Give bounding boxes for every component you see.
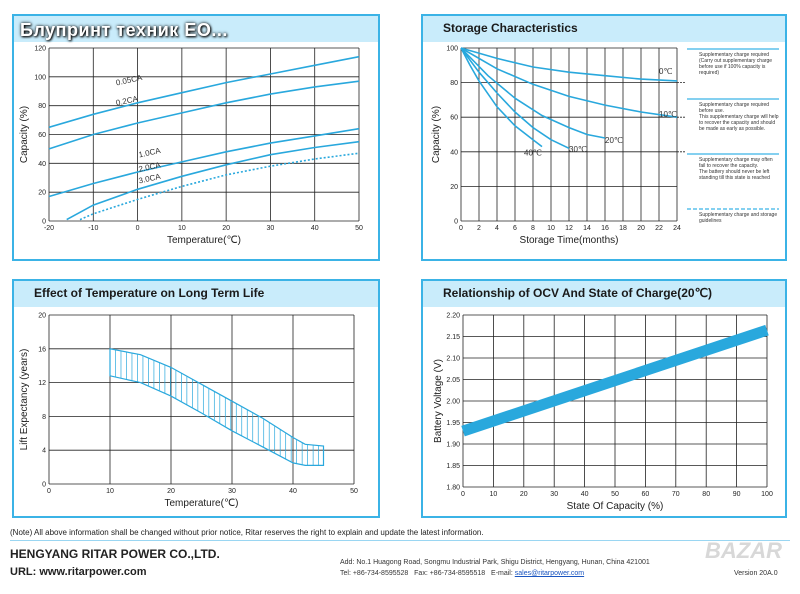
series-label: 10℃ — [659, 110, 677, 120]
y-tick-label: 1.95 — [446, 420, 460, 427]
series-line — [49, 57, 359, 128]
capacity-temperature-chart — [14, 16, 378, 259]
watermark-logo: BAZAR — [705, 538, 782, 563]
company-address: Add: No.1 Huagong Road, Songmu Industrial Park, Shigu District, Hengyang, Hunan, China 421001 — [340, 559, 650, 566]
x-tick-label: 10 — [177, 225, 186, 232]
long-term-life-chart — [14, 281, 378, 516]
x-tick-label: 0 — [47, 488, 51, 495]
x-tick-label: -10 — [88, 225, 99, 232]
x-tick-label: 30 — [550, 491, 559, 498]
y-tick-label: 8 — [42, 413, 46, 421]
annotation-text: The battery should never be left — [699, 169, 770, 175]
y-tick-label: 2.20 — [446, 312, 460, 320]
x-tick-label: 10 — [547, 225, 555, 232]
y-tick-label: 100 — [34, 74, 46, 82]
y-tick-label: 2.15 — [446, 334, 460, 341]
storage-characteristics-chart — [423, 16, 785, 259]
y-tick-label: 0 — [454, 218, 458, 226]
y-tick-label: 2.10 — [446, 355, 460, 363]
x-tick-label: 40 — [580, 491, 589, 498]
x-axis-label: State Of Capacity (%) — [566, 501, 664, 512]
series-label: 20℃ — [605, 136, 623, 146]
x-tick-label: 50 — [611, 491, 619, 498]
x-tick-label: 10 — [489, 491, 498, 498]
annotation-text: Supplementary charge and storage — [699, 212, 778, 218]
x-tick-label: 40 — [310, 225, 319, 232]
annotation-text: Supplementary charge required — [699, 52, 770, 58]
y-tick-label: 1.90 — [446, 441, 460, 449]
y-tick-label: 40 — [450, 149, 458, 157]
ocv-soc-chart — [423, 281, 785, 516]
series-line — [49, 129, 359, 197]
y-tick-label: 1.80 — [446, 484, 460, 492]
y-tick-label: 40 — [38, 160, 46, 168]
x-tick-label: 40 — [289, 488, 297, 495]
x-tick-label: 20 — [519, 491, 528, 498]
x-tick-label: 30 — [266, 225, 275, 232]
y-tick-label: 2.00 — [446, 398, 460, 406]
x-tick-label: 30 — [228, 488, 236, 495]
series-label: 2.0CA — [137, 160, 162, 174]
y-axis-label: Battery Voltage (V) — [433, 359, 444, 443]
x-tick-label: 100 — [761, 491, 773, 498]
footer-note: (Note) All above information shall be changed without prior notice, Ritar reserves the right to explain and update the latest information. — [10, 528, 484, 537]
x-tick-label: 90 — [732, 491, 741, 498]
y-tick-label: 120 — [34, 45, 46, 53]
series-label: 40℃ — [524, 148, 542, 158]
series-line — [49, 81, 359, 149]
footer-divider — [10, 540, 790, 541]
x-tick-label: 22 — [655, 225, 663, 232]
panel-title: Relationship of OCV And State of Charge(20℃) — [443, 286, 713, 300]
x-tick-label: 6 — [513, 225, 517, 232]
y-tick-label: 20 — [38, 312, 46, 320]
y-tick-label: 60 — [38, 132, 46, 139]
y-tick-label: 100 — [446, 45, 458, 53]
email-link[interactable]: sales@ritarpower.com — [514, 570, 585, 577]
x-tick-label: 14 — [583, 225, 591, 232]
y-axis-label: Lift Expectancy (years) — [19, 348, 30, 451]
y-tick-label: 60 — [450, 114, 458, 122]
y-tick-label: 0 — [42, 481, 46, 489]
y-tick-label: 80 — [450, 80, 458, 88]
annotation-text: standing till this state is reached — [699, 175, 770, 181]
overlay-title: Блупринт техник ЕО... — [20, 20, 228, 40]
y-tick-label: 12 — [38, 380, 46, 388]
x-tick-label: 24 — [673, 225, 681, 232]
capacity-temperature-panel — [12, 14, 380, 261]
panel-title: Effect of Temperature on Long Term Life — [34, 286, 265, 300]
x-tick-label: 0 — [459, 225, 463, 232]
company-name: HENGYANG RITAR POWER CO.,LTD. — [10, 547, 220, 561]
y-tick-label: 0 — [42, 218, 46, 226]
series-label: 1.0CA — [137, 146, 162, 160]
y-tick-label: 16 — [38, 346, 46, 354]
annotation-text: before use if 100% capacity is — [699, 64, 766, 70]
series-label: 30℃ — [569, 144, 587, 154]
x-tick-label: 50 — [355, 225, 363, 232]
x-tick-label: 12 — [565, 225, 573, 232]
series-label: 0.2CA — [115, 94, 139, 108]
annotation-text: Supplementary charge may often — [699, 157, 773, 163]
x-tick-label: 18 — [619, 225, 627, 232]
company-url[interactable]: URL: www.ritarpower.com — [10, 566, 147, 578]
x-tick-label: 8 — [531, 225, 535, 232]
x-tick-label: 2 — [477, 225, 481, 232]
annotation-text: to recover the capacity and should — [699, 120, 776, 126]
y-tick-label: 20 — [38, 189, 46, 197]
x-axis-label: Storage Time(months) — [519, 235, 619, 246]
x-tick-label: -20 — [43, 225, 55, 232]
annotation-text: fail to recover the capacity. — [699, 163, 759, 169]
y-tick-label: 80 — [38, 103, 46, 111]
y-axis-label: Capacity (%) — [431, 105, 442, 164]
y-axis-label: Capacity (%) — [19, 105, 30, 164]
x-tick-label: 80 — [702, 491, 711, 498]
y-tick-label: 20 — [450, 183, 458, 191]
x-tick-label: 0 — [135, 225, 140, 232]
x-tick-label: 0 — [461, 491, 465, 498]
version-label: Version 20A.0 — [734, 570, 778, 577]
annotation-text: guidelines — [699, 218, 722, 224]
x-axis-label: Temperature(℃) — [164, 498, 239, 509]
x-tick-label: 20 — [222, 225, 231, 232]
annotation-text: be made as early as possible. — [699, 126, 766, 132]
x-tick-label: 50 — [350, 488, 358, 495]
series-label: 0.05CA — [115, 73, 144, 88]
x-tick-label: 16 — [601, 225, 609, 232]
long-term-life-panel — [12, 279, 380, 518]
x-tick-label: 10 — [106, 488, 114, 495]
annotation-text: (Carry out supplementary charge — [699, 58, 773, 64]
series-label: 3.0CA — [137, 171, 162, 186]
y-tick-label: 2.05 — [446, 377, 460, 384]
x-axis-label: Temperature(℃) — [166, 235, 242, 246]
y-tick-label: 4 — [42, 447, 46, 455]
email-label: E-mail: — [491, 570, 513, 577]
annotation-text: Supplementary charge required — [699, 102, 770, 108]
x-tick-label: 60 — [641, 491, 650, 498]
annotation-text: before use. — [699, 108, 725, 114]
annotation-text: This supplementary charge will help — [699, 114, 779, 120]
annotation-text: required) — [699, 70, 720, 76]
ocv-soc-panel — [421, 279, 787, 518]
x-tick-label: 70 — [671, 491, 680, 498]
x-tick-label: 4 — [495, 225, 499, 232]
series-label: 0℃ — [659, 66, 673, 76]
x-tick-label: 20 — [637, 225, 645, 232]
fax-number: Fax: +86-734-8595518 — [414, 570, 486, 577]
y-tick-label: 1.85 — [446, 463, 460, 470]
phone-number: Tel: +86-734-8595528 — [340, 570, 409, 577]
x-tick-label: 20 — [167, 488, 175, 495]
contact-line — [340, 570, 584, 577]
panel-title: Storage Characteristics — [443, 21, 578, 35]
storage-characteristics-panel — [421, 14, 787, 261]
